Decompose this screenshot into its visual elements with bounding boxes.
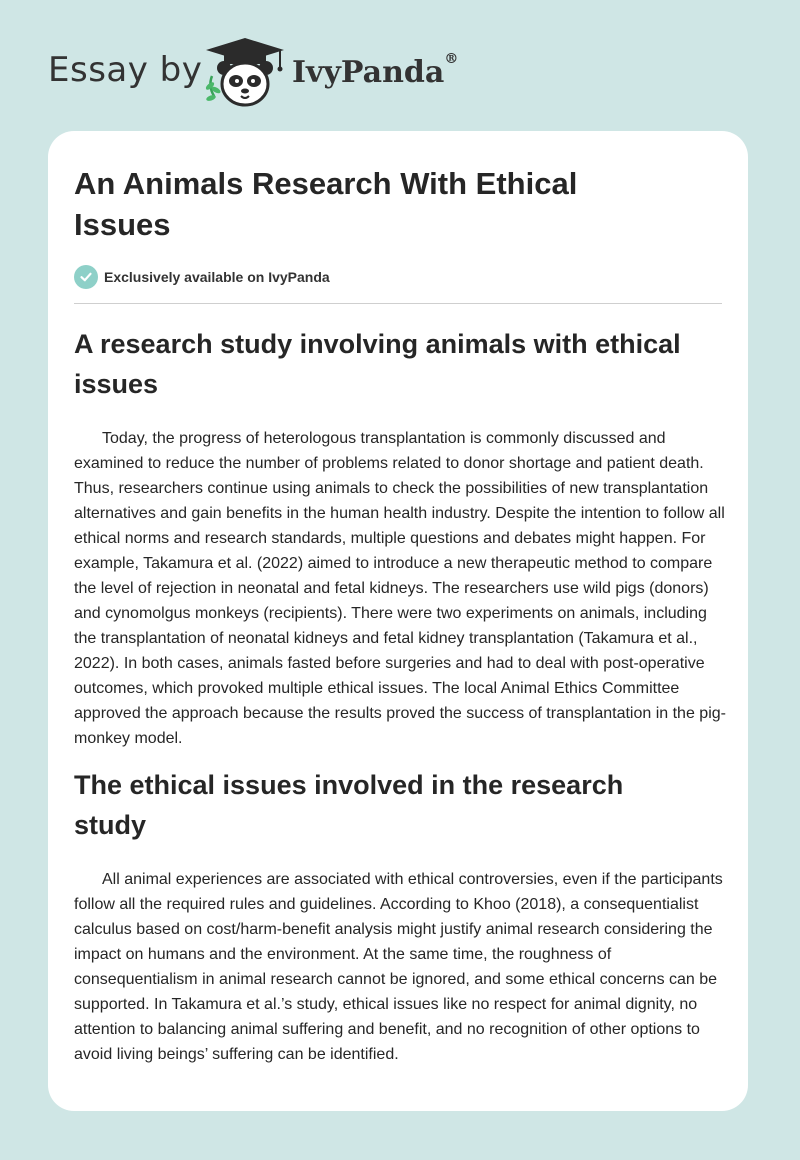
section-paragraph: Today, the progress of heterologous transplantation is commonly discussed and examined to reduce the number of problems related to donor shortage and patient death. Thus, researchers continue using animals to check the possibilities of new transplantation alternatives and gain benefits in the human health industry. Despite the intention to follow all ethical norms and research standards, multiple questions and debates might happen. For example, Takamura et al. (2022) aimed to introduce a new therapeutic method to compare the level of rejection in neonatal and fetal kidneys. The researchers use wild pigs (donors) and cynomolgus monkeys (recipients). There were two experiments on animals, including the transplantation of neonatal kidneys and fetal kidney transplantation (Takamura et al., 2022). In both cases, animals fasted before surgeries and had to deal with post-operative outcomes, which provoked multiple ethical issues. The local Animal Ethics Committee approved the approach because the results proved the success of transplantation in the pig-monkey model. bbox=[74, 430, 726, 747]
exclusive-badge bbox=[74, 265, 330, 289]
essay-card bbox=[48, 131, 748, 1111]
divider bbox=[74, 303, 722, 304]
check-circle-icon bbox=[74, 265, 98, 289]
section-ethical-issues bbox=[74, 765, 726, 1067]
section-heading: The ethical issues involved in the research study bbox=[74, 770, 624, 840]
brand-name-text: IvyPanda bbox=[292, 55, 445, 90]
panda-logo-icon[interactable] bbox=[200, 36, 290, 108]
section-heading: A research study involving animals with ethical issues bbox=[74, 329, 681, 399]
section-paragraph: All animal experiences are associated with ethical controversies, even if the participants follow all the required rules and guidelines. According to Khoo (2018), a consequentialist calculus based on cost/harm-benefit analysis might justify animal research considering the impact on humans and the environment. At the same time, the roughness of consequentialism in animal research cannot be ignored, and some ethical concerns can be supported. In Takamura et al.’s study, ethical issues like no respect for animal dignity, no attention to balancing animal suffering and benefit, and no recognition of other options to avoid living beings’ suffering can be identified. bbox=[74, 871, 723, 1063]
section-research-study bbox=[74, 324, 726, 751]
brand-prefix: Essay by bbox=[48, 50, 203, 90]
registered-mark: ® bbox=[444, 51, 459, 67]
site-header bbox=[0, 0, 800, 130]
page-title: An Animals Research With Ethical Issues bbox=[74, 166, 578, 242]
brand-name[interactable] bbox=[292, 51, 459, 90]
badge-text: Exclusively available on IvyPanda bbox=[104, 269, 330, 285]
